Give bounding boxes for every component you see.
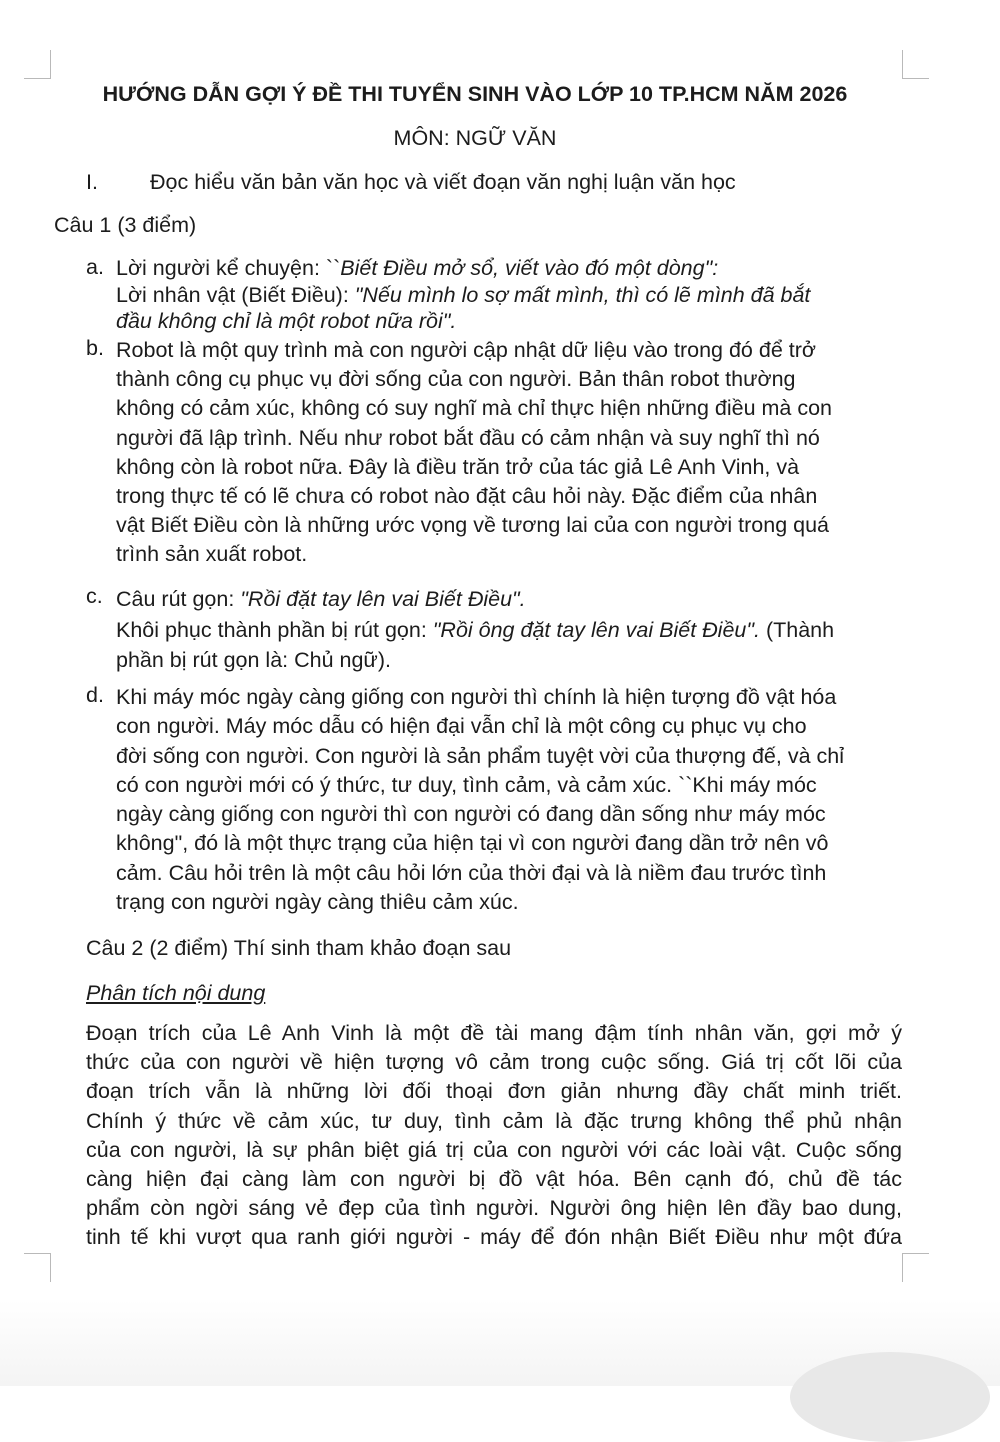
text-line: không", đó là một thực trạng của hiện tại vì con người đang dần trở nên vô: [116, 831, 829, 856]
text-line: không còn là robot nữa. Đây là điều trăn trở của tác giả Lê Anh Vinh, và: [116, 454, 800, 479]
text-line: thức của con người về hiện tượng vô cảm trong cuộc sống. Giá trị cốt lõi của: [86, 1050, 902, 1075]
section-title: Đọc hiểu văn bản văn học và viết đoạn văn nghị luận văn học: [150, 170, 736, 194]
text-line: ngày càng giống con người thì con người có đang dần sống như máy móc: [116, 802, 826, 827]
text-line: trình sản xuất robot.: [116, 542, 308, 567]
section-heading: [86, 168, 736, 196]
item-c-line-1: Câu rút gọn: "Rồi đặt tay lên vai Biết Điều".: [116, 587, 526, 611]
text-line: người đã lập trình. Nếu như robot bắt đầu có cảm nhận và suy nghĩ thì nó: [116, 425, 820, 450]
item-label: a.: [86, 255, 104, 279]
answer-item-c: [86, 584, 902, 676]
page-corner-mark-top-right: [902, 50, 929, 79]
text-line: trạng con người ngày càng thiêu cảm xúc.: [116, 890, 519, 915]
answer-item-a: [86, 255, 902, 335]
answer-item-b: [86, 336, 902, 570]
document-title: HƯỚNG DẪN GỢI Ý ĐỀ THI TUYỂN SINH VÀO LỚP 10 TP.HCM NĂM 2026: [102, 82, 848, 106]
text-line: của con người, là sự phân biệt giá trị của con người với các loài vật. Cuộc sống: [86, 1137, 902, 1162]
answer-item-d: [86, 683, 902, 917]
text-line: Chính ý thức về cảm xúc, tư duy, tình cảm là đặc trưng không thể phủ nhận: [86, 1108, 902, 1133]
document-subject: MÔN: NGỮ VĂN: [393, 126, 557, 150]
item-label: d.: [86, 683, 104, 707]
text-line: đoạn trích vẫn là những lời đối thoại đơn giản nhưng đầy chất minh triết.: [86, 1079, 902, 1104]
text-line: thành công cụ phục vụ đời sống của con người. Bản thân robot thường: [116, 367, 796, 392]
text-line: tinh tế khi vượt qua ranh giới người - máy để đón nhận Biết Điều như một đứa: [86, 1225, 902, 1250]
analysis-heading: Phân tích nội dung: [86, 981, 266, 1005]
text-line: không có cảm xúc, không có suy nghĩ mà chỉ thực hiện những điều mà con: [116, 396, 832, 421]
text-line: Đoạn trích của Lê Anh Vinh là một đề tài mang đậm tính nhân văn, gợi mở ý: [86, 1021, 902, 1045]
text-line: Khi máy móc ngày càng giống con người thì chính là hiện tượng đồ vật hóa: [116, 685, 837, 709]
item-c-line-3: phần bị rút gọn là: Chủ ngữ).: [116, 648, 391, 672]
section-number: I.: [86, 170, 98, 194]
text-line: Robot là một quy trình mà con người cập nhật dữ liệu vào trong đó để trở: [116, 338, 816, 362]
text-line: phẩm còn ngời sáng vẻ đẹp của tình người. Người ông hiện lên đầy bao dung,: [86, 1196, 902, 1221]
text-line: con người. Máy móc dẫu có hiện đại vẫn chỉ là một công cụ phục vụ cho: [116, 714, 807, 739]
page-corner-mark-top-left: [24, 50, 51, 79]
page-corner-mark-bottom-right: [902, 1253, 929, 1282]
text-line: trong thực tế có lẽ chưa có robot nào đặt câu hỏi này. Đặc điểm của nhân: [116, 484, 818, 509]
question-1-heading: Câu 1 (3 điểm): [54, 213, 197, 237]
item-c-line-2: Khôi phục thành phần bị rút gọn: "Rồi ông đặt tay lên vai Biết Điều". (Thành: [116, 617, 835, 642]
analysis-paragraph: [86, 1019, 902, 1253]
item-a-line-2: Lời nhân vật (Biết Điều): "Nếu mình lo sợ mất mình, thì có lẽ mình đã bắt: [116, 282, 811, 307]
question-2-heading: Câu 2 (2 điểm) Thí sinh tham khảo đoạn sau: [86, 936, 512, 960]
item-a-line-1: Lời người kể chuyện: ``Biết Điều mở sổ, viết vào đó một dòng":: [116, 256, 719, 280]
corner-shadow-shape: [790, 1352, 990, 1442]
text-line: có con người mới có ý thức, tư duy, tình cảm, và cảm xúc. ``Khi máy móc: [116, 772, 817, 797]
text-line: cảm. Câu hỏi trên là một câu hỏi lớn của thời đại và là niềm đau trước tình: [116, 860, 827, 885]
text-line: vật Biết Điều còn là những ước vọng về tương lai của con người trong quá: [116, 513, 830, 538]
item-label: b.: [86, 336, 104, 360]
text-line: càng hiện đại càng làm con người bị đồ vật hóa. Bên cạnh đó, chủ đề tác: [86, 1167, 902, 1192]
item-label: c.: [86, 584, 103, 608]
page-corner-mark-bottom-left: [24, 1253, 51, 1282]
text-line: đời sống con người. Con người là sản phẩm tuyệt vời của thượng đế, và chỉ: [116, 743, 844, 768]
item-a-line-3: đầu không chỉ là một robot nữa rồi".: [116, 309, 457, 333]
